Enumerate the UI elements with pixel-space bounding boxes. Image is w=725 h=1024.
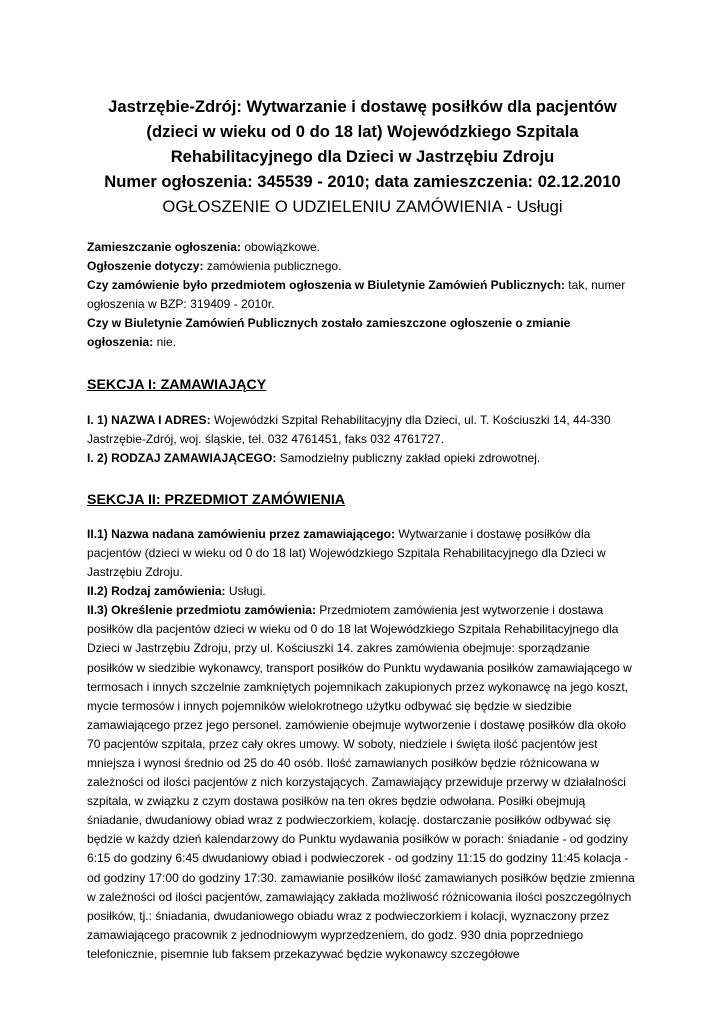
contract-description-value: Przedmiotem zamówienia jest wytworzenie i dostawa posiłków dla pacjentów dzieci w wieku od 0 do 18 lat Wojewódzkiego Szpitala Rehabilitacyjnego dla Dzieci w Jastrzębiu Zdroju, przy ul. Kościuszki 14. zakres zamówienia obejmuje: sporządzanie posiłków w siedzibie wykonawcy, transport posiłków do Punktu wydawania posiłków zamawiającego w termosach i innych szczelnie zamkniętych pojemnikach zakupionych przez wykonawcę na jego koszt, mycie termosów i innych pojemników wielokrotnego użytku odbywać się będzie w siedzibie zamawiającego przez jego personel. zamówienie obejmuje wytworzenie i dostawę posiłków dla około 70 pacjentów szpitala, przez cały okres umowy. W soboty, niedziele i święta ilość pacjentów jest mniejsza i wynosi średnio od 25 do 40 osób. Ilość zamawianych posiłków będzie różnicowana w zależności od ilości pacjentów z nich korzystających. Zamawiający przewiduje przerwy w działalności szpitala, w związku z czym dostawa posiłków na ten okres będzie odwołana. Posiłki obejmują śniadanie, dwudaniowy obiad wraz z podwieczorkiem, kolację. dostarczanie posiłków odbywać się będzie w każdy dzień kalendarzowy do Punktu wydawania posiłków w porach: śniadanie - od godziny 6:15 do godziny 6:45 dwudaniowy obiad i podwieczorek - od godziny 11:15 do godziny 11:45 kolacja - od godziny 17:00 do godziny 17:30. zamawianie posiłków ilość zamawianych posiłków będzie zmienna w zależności od ilości pacjentów, zamawiający zakłada możliwość różnicowania ilości poszczególnych posiłków, tj.: śniadania, dwudaniowego obiadu wraz z podwieczorkiem i kolacji, wyznaczony przez zamawiającego pracownik z jednodniowym wyprzedzeniem, do godz. 930 dnia poprzedniego telefonicznie, pisemnie lub faksem przekazywać będzie wykonawcy szczegółowe — [87, 603, 635, 961]
meta-change-label: Czy w Biuletynie Zamówień Publicznych zostało zamieszczone ogłoszenie o zmianie ogłoszenia: — [87, 316, 571, 350]
title-line: Rehabilitacyjnego dla Dzieci w Jastrzębiu Zdroju — [170, 147, 555, 166]
contract-name-label: II.1) Nazwa nadana zamówieniu przez zamawiającego: — [87, 526, 395, 541]
contract-type-label: II.2) Rodzaj zamówienia: — [87, 584, 226, 599]
title-line: (dzieci w wieku od 0 do 18 lat) Wojewódzkiego Szpitala — [146, 122, 579, 141]
announcement-number-line: Numer ogłoszenia: 345539 - 2010; data zamieszczenia: 02.12.2010 — [104, 172, 621, 191]
meta-change-value: nie. — [153, 335, 177, 350]
meta-bzp-value: tak, numer ogłoszenia w BZP: 319409 - 2010r. — [87, 278, 626, 312]
title-line: Jastrzębie-Zdrój: Wytwarzanie i dostawę posiłków dla pacjentów — [108, 97, 617, 116]
contract-type — [87, 582, 638, 601]
document-title — [83, 94, 642, 219]
meta-concerns — [87, 257, 638, 276]
meta-placement — [87, 238, 638, 257]
contracting-authority-name-value: Wojewódzki Szpital Rehabilitacyjny dla Dzieci, ul. T. Kościuszki 14, 44-330 Jastrzębie-Zdrój, woj. śląskie, tel. 032 4761451, faks 032 4761727. — [87, 412, 611, 446]
contract-name — [87, 525, 638, 582]
section-1-body — [87, 411, 638, 468]
document-subtitle: OGŁOSZENIE O UDZIELENIU ZAMÓWIENIA - Usługi — [162, 197, 563, 216]
contract-description-label: II.3) Określenie przedmiotu zamówienia: — [87, 603, 316, 618]
meta-concerns-label: Ogłoszenie dotyczy: — [87, 259, 204, 274]
meta-bzp — [87, 276, 638, 314]
meta-placement-label: Zamieszczanie ogłoszenia: — [87, 240, 241, 254]
section-2-heading: SEKCJA II: PRZEDMIOT ZAMÓWIENIA — [87, 491, 346, 508]
meta-concerns-value: zamówienia publicznego. — [203, 259, 342, 274]
contracting-authority-type — [87, 449, 638, 468]
contracting-authority-type-label: I. 2) RODZAJ ZAMAWIAJĄCEGO: — [87, 450, 277, 465]
contracting-authority-type-value: Samodzielny publiczny zakład opieki zdrowotnej. — [276, 450, 541, 465]
section-1-heading: SEKCJA I: ZAMAWIAJĄCY — [87, 376, 267, 393]
section-2-body — [87, 525, 638, 964]
contract-type-value: Usługi. — [225, 584, 266, 599]
meta-placement-value: obowiązkowe. — [240, 240, 321, 254]
contract-description — [87, 601, 638, 964]
contract-name-value: Wytwarzanie i dostawę posiłków dla pacjentów (dzieci w wieku od 0 do 18 lat) Wojewódzkiego Szpitala Rehabilitacyjnego dla Dzieci w Jastrzębiu Zdroju. — [87, 526, 606, 580]
contracting-authority-name-label: I. 1) NAZWA I ADRES: — [87, 412, 211, 427]
meta-change — [87, 314, 638, 352]
meta-bzp-label: Czy zamówienie było przedmiotem ogłoszenia w Biuletynie Zamówień Publicznych: — [87, 278, 565, 293]
announcement-meta — [87, 238, 638, 353]
contracting-authority-name — [87, 411, 638, 449]
